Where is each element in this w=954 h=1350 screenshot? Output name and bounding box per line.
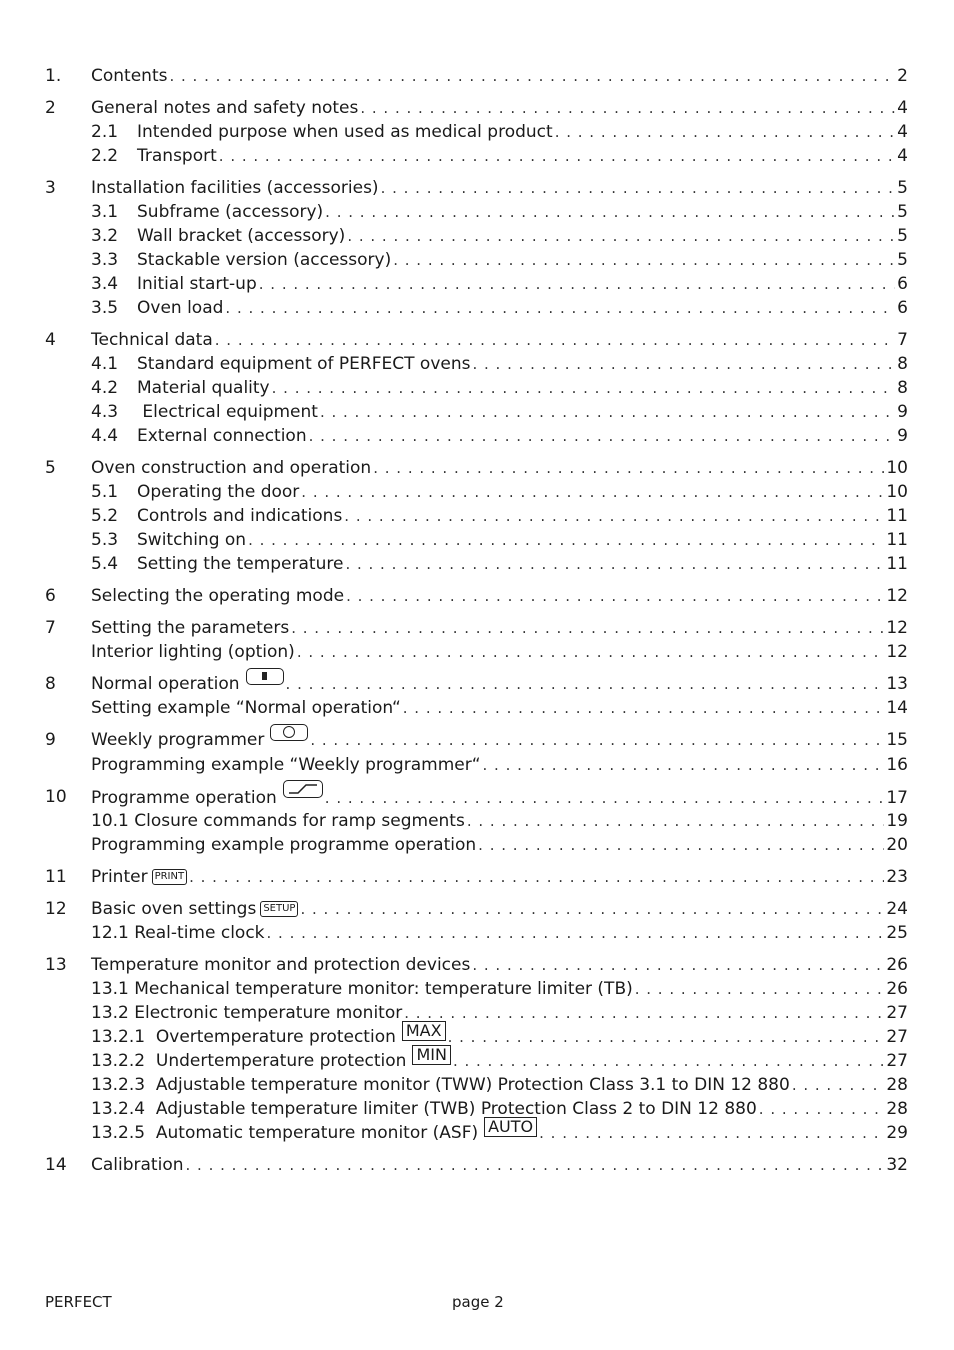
toc-page-number: 27: [886, 1051, 908, 1071]
toc-entry[interactable]: [0, 921, 954, 945]
dot-leader: [792, 1073, 885, 1097]
toc-entry-line: [91, 480, 908, 504]
toc-page-number: 11: [886, 530, 908, 550]
toc-entry-line: [91, 897, 908, 921]
toc-entry[interactable]: [0, 672, 954, 696]
toc-page-number: 13: [886, 674, 908, 694]
toc-entry[interactable]: [0, 504, 954, 528]
dot-leader: [219, 144, 895, 168]
dot-leader: [346, 584, 884, 608]
toc-title: Programming example programme operation: [91, 835, 477, 855]
dot-leader: [555, 120, 895, 144]
dot-leader: [467, 809, 885, 833]
dot-leader: [186, 1153, 885, 1177]
toc-title: 13.2.4 Adjustable temperature limiter (TWB) Protection Class 2 to DIN 12 880: [91, 1099, 757, 1119]
toc-title: Transport: [137, 146, 217, 166]
toc-entry[interactable]: [0, 1153, 954, 1177]
toc-entry[interactable]: [0, 728, 954, 752]
toc-page-number: 9: [897, 426, 908, 446]
dot-leader: [448, 1025, 885, 1049]
toc-entry-line: [91, 1001, 908, 1025]
toc-chapter-number: 3: [45, 178, 56, 198]
toc-entry[interactable]: [0, 424, 954, 448]
toc-entry-line: [91, 272, 908, 296]
toc-entry[interactable]: [0, 176, 954, 200]
toc-page-number: 24: [886, 899, 908, 919]
toc-entry-line: [91, 1117, 908, 1145]
toc-entry-line: [91, 456, 908, 480]
toc-chapter-number: 12: [45, 899, 67, 919]
toc-page-number: 4: [897, 146, 908, 166]
toc-page-number: 12: [886, 618, 908, 638]
toc-title: 13.2.3 Adjustable temperature monitor (TWW) Protection Class 3.1 to DIN 12 880: [91, 1075, 790, 1095]
toc-entry-line: [91, 640, 908, 664]
toc-page-number: 10: [886, 458, 908, 478]
toc-title: Intended purpose when used as medical product: [137, 122, 553, 142]
toc-entry[interactable]: [0, 296, 954, 320]
toc-page-number: 5: [897, 250, 908, 270]
toc-page-number: 11: [886, 506, 908, 526]
toc-entry-line: [91, 921, 908, 945]
toc-entry-line: [91, 977, 908, 1001]
toc-page-number: 25: [886, 923, 908, 943]
toc-entry-line: [91, 352, 908, 376]
toc-chapter-number: 6: [45, 586, 56, 606]
toc-entry-line: [91, 120, 908, 144]
toc-title: Interior lighting (option): [91, 642, 295, 662]
toc-entry-line: [91, 376, 908, 400]
dot-leader: [478, 833, 884, 857]
dot-leader: [267, 921, 885, 945]
dot-leader: [291, 616, 884, 640]
print-key-icon: PRINT: [152, 869, 188, 885]
toc-title: Selecting the operating mode: [91, 586, 345, 606]
toc-title: General notes and safety notes: [91, 98, 359, 118]
toc-chapter-number: 2: [45, 98, 56, 118]
toc-page-number: 5: [897, 178, 908, 198]
toc-title: Setting the parameters: [91, 618, 290, 638]
dot-leader: [309, 424, 896, 448]
toc-entry[interactable]: [0, 200, 954, 224]
toc-title: 13.2 Electronic temperature monitor: [91, 1003, 403, 1023]
toc-page-number: 8: [897, 354, 908, 374]
toc-entry[interactable]: [0, 785, 954, 809]
toc-page-number: 29: [886, 1123, 908, 1143]
toc-entry[interactable]: [0, 528, 954, 552]
toc-section-number: 3.4: [91, 274, 119, 294]
toc-title: 13.2.5 Automatic temperature monitor (ASF): [91, 1123, 479, 1143]
toc-chapter-number: 10: [45, 787, 67, 807]
min-key-icon: MIN: [412, 1045, 451, 1065]
dot-leader: [301, 480, 884, 504]
toc-page-number: 4: [897, 122, 908, 142]
toc-entry-line: [91, 833, 908, 857]
toc-entry-line: [91, 1153, 908, 1177]
toc-page-number: 19: [886, 811, 908, 831]
toc-entry[interactable]: [0, 616, 954, 640]
toc-title: Weekly programmer: [91, 730, 265, 750]
toc-section-number: 4.1: [91, 354, 119, 374]
clock-icon: [270, 724, 308, 741]
toc-entry[interactable]: [0, 120, 954, 144]
toc-page-number: 2: [897, 66, 908, 86]
toc-entry-line: [91, 528, 908, 552]
toc-entry[interactable]: [0, 144, 954, 168]
dot-leader: [325, 200, 895, 224]
dot-leader: [345, 552, 884, 576]
toc-title: Programme operation: [91, 788, 277, 808]
dot-leader: [272, 376, 896, 400]
toc-title: Programming example “Weekly programmer“: [91, 755, 481, 775]
toc-page-number: 6: [897, 298, 908, 318]
toc-title: Oven load: [137, 298, 224, 318]
toc-page-number: 27: [886, 1003, 908, 1023]
dot-leader: [344, 504, 884, 528]
toc-title: Oven construction and operation: [91, 458, 372, 478]
dot-leader: [225, 296, 895, 320]
toc-entry-line: [91, 809, 908, 833]
toc-entry-line: [91, 728, 908, 752]
normal-operation-icon: [246, 668, 284, 685]
toc-chapter-number: 7: [45, 618, 56, 638]
toc-title: Operating the door: [137, 482, 300, 502]
toc-page-number: 12: [886, 586, 908, 606]
toc-chapter-number: 5: [45, 458, 56, 478]
dot-leader: [403, 696, 885, 720]
toc-entry-line: [91, 1073, 908, 1097]
toc-entry-line: [91, 696, 908, 720]
toc-page-number: 32: [886, 1155, 908, 1175]
toc-page-number: 16: [886, 755, 908, 775]
toc-entry[interactable]: [0, 865, 954, 889]
toc-section-number: 4.4: [91, 426, 119, 446]
toc-title: 13.1 Mechanical temperature monitor: temperature limiter (TB): [91, 979, 633, 999]
toc-chapter-number: 1.: [45, 66, 62, 86]
dot-leader: [310, 728, 884, 752]
dot-leader: [248, 528, 884, 552]
dot-leader: [539, 1121, 884, 1145]
toc-chapter-number: 14: [45, 1155, 67, 1175]
toc-title: Temperature monitor and protection devices: [91, 955, 471, 975]
toc-section-number: 4.2: [91, 378, 119, 398]
dot-leader: [169, 64, 895, 88]
toc-entry[interactable]: [0, 809, 954, 833]
toc-entry[interactable]: [0, 480, 954, 504]
toc-page-number: 17: [886, 788, 908, 808]
toc-entry[interactable]: [0, 400, 954, 424]
toc-entry[interactable]: [0, 64, 954, 88]
toc-title: 12.1 Real-time clock: [91, 923, 265, 943]
toc-chapter-number: 4: [45, 330, 56, 350]
toc-entry[interactable]: [0, 953, 954, 977]
dot-leader: [373, 456, 884, 480]
toc-title: Contents: [91, 66, 168, 86]
toc-page-number: 14: [886, 698, 908, 718]
toc-title: 13.2.1 Overtemperature protection: [91, 1027, 396, 1047]
toc-entry[interactable]: [0, 1097, 954, 1121]
toc-title: Setting example “Normal operation“: [91, 698, 401, 718]
dot-leader: [360, 96, 895, 120]
toc-page-number: 12: [886, 642, 908, 662]
toc-section-number: 3.2: [91, 226, 119, 246]
toc-page-number: 11: [886, 554, 908, 574]
toc-title: Wall bracket (accessory): [137, 226, 346, 246]
toc-title: External connection: [137, 426, 307, 446]
dot-leader: [393, 248, 895, 272]
toc-entry[interactable]: [0, 376, 954, 400]
toc-entry-line: [91, 953, 908, 977]
toc-entry[interactable]: [0, 696, 954, 720]
dot-leader: [472, 953, 884, 977]
toc-title: Printer: [91, 867, 148, 887]
toc-page-number: 28: [886, 1099, 908, 1119]
toc-entry[interactable]: [0, 552, 954, 576]
dot-leader: [453, 1049, 884, 1073]
toc-entry-line: [91, 400, 908, 424]
dot-leader: [404, 1001, 884, 1025]
toc-page-number: 5: [897, 226, 908, 246]
toc-chapter-number: 9: [45, 730, 56, 750]
toc-page-number: 8: [897, 378, 908, 398]
toc-entry[interactable]: [0, 640, 954, 664]
toc-entry-line: [91, 96, 908, 120]
toc-title: Technical data: [91, 330, 213, 350]
toc-entry-line: [91, 424, 908, 448]
toc-page-number: 10: [886, 482, 908, 502]
toc-entry-line: [91, 552, 908, 576]
toc-title: Electrical equipment: [137, 402, 318, 422]
auto-key-icon: AUTO: [484, 1117, 537, 1137]
toc-title: 10.1 Closure commands for ramp segments: [91, 811, 465, 831]
dot-leader: [300, 897, 884, 921]
toc-page-number: 28: [886, 1075, 908, 1095]
toc-entry-line: [91, 584, 908, 608]
toc-section-number: 5.2: [91, 506, 119, 526]
toc-section-number: 2.2: [91, 146, 119, 166]
toc-title: Subframe (accessory): [137, 202, 324, 222]
dot-leader: [635, 977, 885, 1001]
toc-entry-line: [91, 616, 908, 640]
toc-title: Calibration: [91, 1155, 184, 1175]
toc-entry[interactable]: [0, 584, 954, 608]
toc-page-number: 23: [886, 867, 908, 887]
toc-section-number: 3.5: [91, 298, 119, 318]
toc-title: Basic oven settings: [91, 899, 257, 919]
toc-title: Switching on: [137, 530, 247, 550]
toc-entry[interactable]: [0, 1117, 954, 1145]
footer-page-number: page 2: [452, 1293, 504, 1311]
toc-page-number: 9: [897, 402, 908, 422]
dot-leader: [320, 400, 895, 424]
toc-page-number: 27: [886, 1027, 908, 1047]
toc-entry-line: [91, 296, 908, 320]
toc-title: Normal operation: [91, 674, 240, 694]
dot-leader: [472, 352, 895, 376]
toc-entry[interactable]: [0, 352, 954, 376]
toc-entry-line: [91, 785, 908, 810]
toc-page-number: 26: [886, 979, 908, 999]
toc-entry-line: [91, 672, 908, 696]
toc-entry[interactable]: [0, 1073, 954, 1097]
toc-entry[interactable]: [0, 977, 954, 1001]
toc-entry-line: [91, 224, 908, 248]
toc-section-number: 5.4: [91, 554, 119, 574]
dot-leader: [347, 224, 895, 248]
toc-page-number: 6: [897, 274, 908, 294]
toc-page-number: 15: [886, 730, 908, 750]
toc-entry[interactable]: [0, 456, 954, 480]
dot-leader: [381, 176, 896, 200]
dot-leader: [483, 753, 885, 777]
toc-entry[interactable]: [0, 1021, 954, 1049]
toc-section-number: 2.1: [91, 122, 119, 142]
toc-entry[interactable]: [0, 224, 954, 248]
toc-entry[interactable]: [0, 96, 954, 120]
toc-entry-line: [91, 865, 908, 889]
toc-section-number: 3.1: [91, 202, 119, 222]
toc-chapter-number: 8: [45, 674, 56, 694]
toc-entry[interactable]: [0, 897, 954, 921]
setup-key-icon: SETUP: [260, 901, 298, 917]
dot-leader: [215, 328, 895, 352]
toc-title: Stackable version (accessory): [137, 250, 392, 270]
toc-entry-line: [91, 64, 908, 88]
toc-entry[interactable]: [0, 248, 954, 272]
toc-entry-line: [91, 753, 908, 777]
toc-page-number: 26: [886, 955, 908, 975]
toc-entry[interactable]: [0, 328, 954, 352]
dot-leader: [325, 786, 885, 810]
toc-page-number: 5: [897, 202, 908, 222]
dot-leader: [189, 865, 884, 889]
max-key-icon: MAX: [402, 1021, 446, 1041]
toc-entry-line: [91, 248, 908, 272]
toc-entry[interactable]: [0, 753, 954, 777]
toc-page-number: 7: [897, 330, 908, 350]
toc-section-number: 4.3: [91, 402, 119, 422]
toc-chapter-number: 13: [45, 955, 67, 975]
toc-entry-line: [91, 176, 908, 200]
dot-leader: [286, 672, 885, 696]
toc-entry-line: [91, 1045, 908, 1073]
footer-product-name: PERFECT: [45, 1293, 112, 1311]
toc-entry-line: [91, 328, 908, 352]
dot-leader: [759, 1097, 885, 1121]
toc-title: Initial start-up: [137, 274, 257, 294]
toc-title: Controls and indications: [137, 506, 343, 526]
dot-leader: [259, 272, 895, 296]
toc-section-number: 5.1: [91, 482, 119, 502]
toc-section-number: 3.3: [91, 250, 119, 270]
toc-section-number: 5.3: [91, 530, 119, 550]
toc-entry[interactable]: [0, 1045, 954, 1073]
toc-entry[interactable]: [0, 1001, 954, 1025]
toc-entry-line: [91, 1021, 908, 1049]
toc-title: Setting the temperature: [137, 554, 344, 574]
toc-title: 13.2.2 Undertemperature protection: [91, 1051, 407, 1071]
toc-title: Material quality: [137, 378, 270, 398]
toc-entry-line: [91, 200, 908, 224]
toc-entry-line: [91, 504, 908, 528]
toc-entry[interactable]: [0, 272, 954, 296]
toc-page-number: 4: [897, 98, 908, 118]
ramp-program-icon: [283, 780, 323, 798]
dot-leader: [297, 640, 885, 664]
toc-entry-line: [91, 144, 908, 168]
toc-entry[interactable]: [0, 833, 954, 857]
toc-title: Installation facilities (accessories): [91, 178, 379, 198]
toc-page-number: 20: [886, 835, 908, 855]
toc-title: Standard equipment of PERFECT ovens: [137, 354, 471, 374]
toc-chapter-number: 11: [45, 867, 67, 887]
